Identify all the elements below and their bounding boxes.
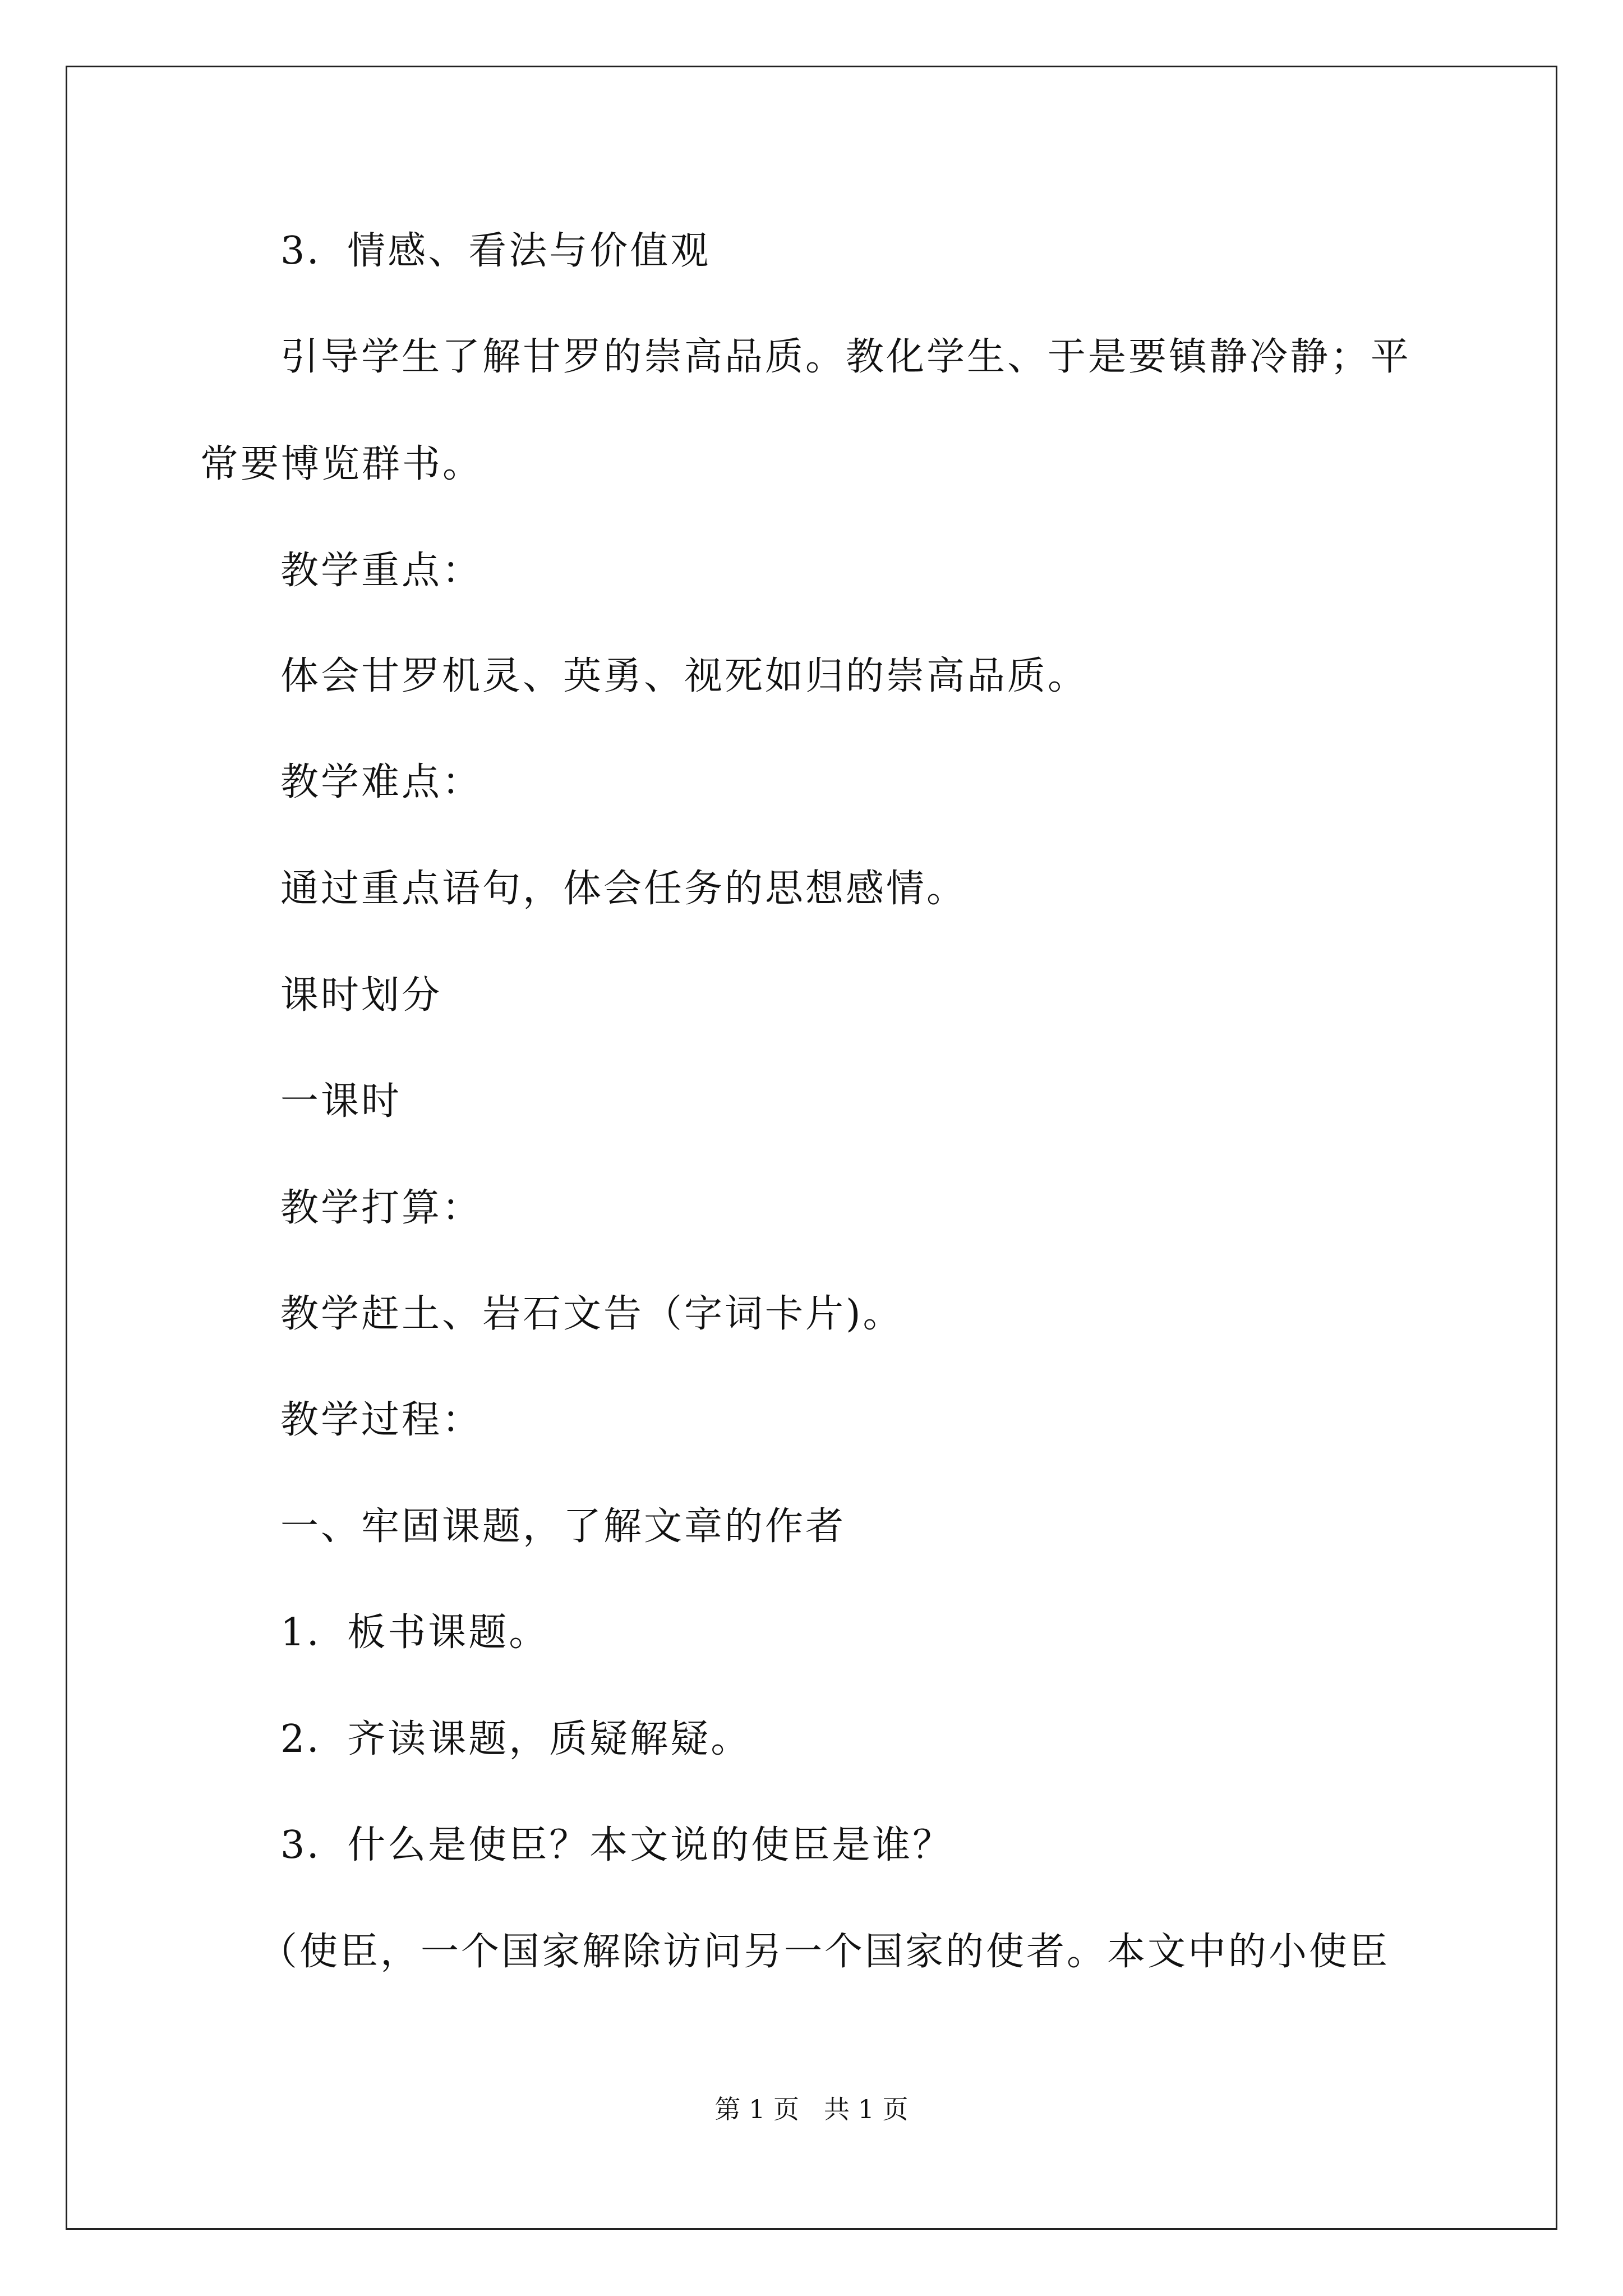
paragraph-line: 一、牢固课题，了解文章的作者 [280,1504,846,1549]
list-item: 2．齐读课题，质疑解疑。 [280,1717,751,1761]
heading-difficulties: 教学难点： [280,760,483,804]
paragraph-line: 体会甘罗机灵、英勇、视死如归的崇高品质。 [280,654,1089,698]
paragraph-line: 一课时 [280,1079,402,1124]
page-footer [0,2093,1623,2125]
section-heading-values: 3．情感、看法与价值观 [280,229,711,273]
heading-key-points: 教学重点： [280,549,483,593]
page-total: 共 1 页 [824,2094,909,2124]
list-item: 1．板书课题。 [280,1611,550,1655]
heading-class-division: 课时划分 [280,973,442,1018]
heading-preparation: 教学打算： [280,1186,483,1230]
paragraph-line: 通过重点语句，体会任务的思想感情。 [280,867,967,911]
paragraph-line: 引导学生了解甘罗的崇高品质。教化学生、于是要镇静冷静；平 [280,335,1412,379]
page-number: 第 1 页 [714,2094,799,2124]
paragraph-line: 常要博览群书。 [200,442,483,486]
heading-process: 教学过程： [280,1398,483,1442]
paragraph-line: 教学赶土、岩石文告（字词卡片)。 [280,1292,903,1336]
paragraph-line: （使臣，一个国家解除访问另一个国家的使者。本文中的小使臣 [259,1930,1390,1974]
list-item: 3．什么是使臣？本文说的使臣是谁？ [280,1823,953,1867]
